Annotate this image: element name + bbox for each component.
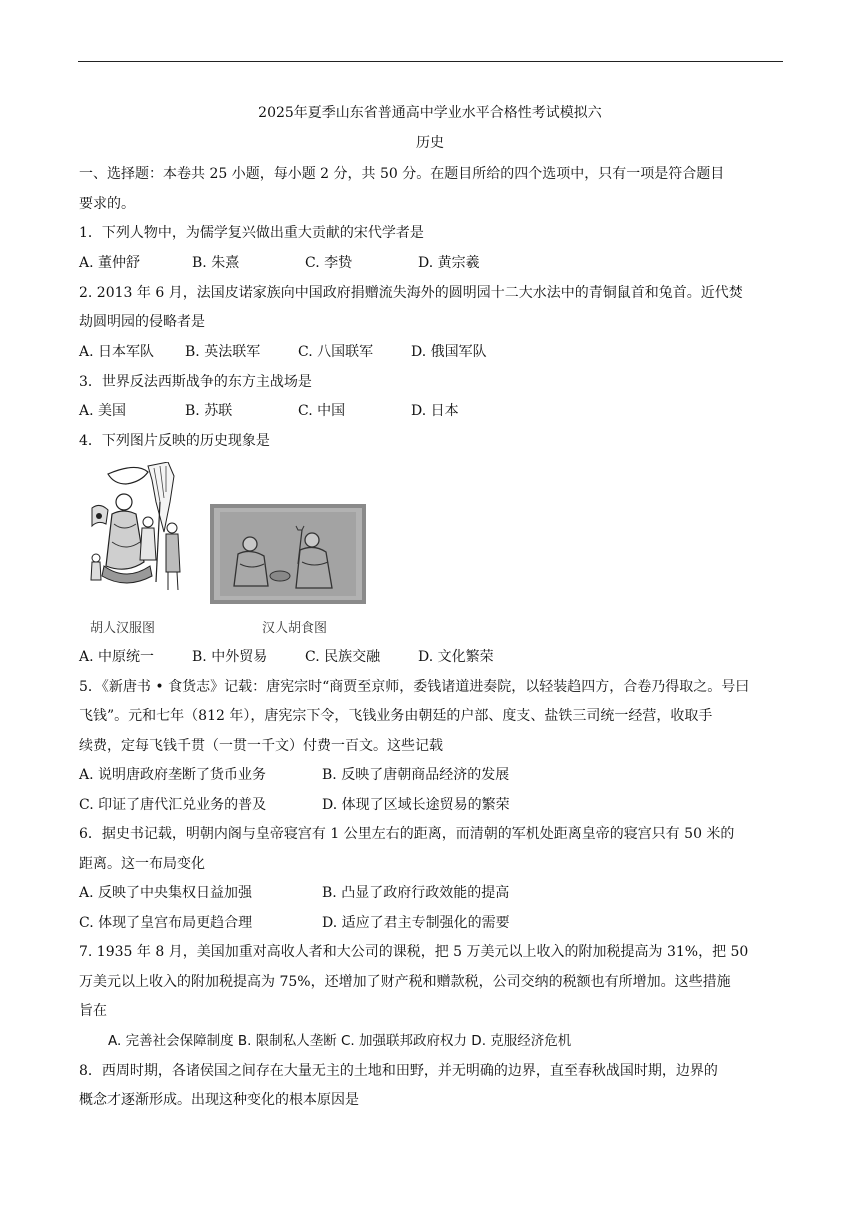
figure-caption-right: 汉人胡食图 (262, 621, 328, 636)
option-b: B. 朱熹 (192, 255, 240, 271)
question-4-options (79, 648, 494, 666)
option-b: B. 苏联 (185, 403, 233, 419)
header-rule (78, 61, 783, 62)
question-8-stem-line2: 概念才逐渐形成。出现这种变化的根本原因是 (79, 1092, 359, 1108)
question-3-stem: 3．世界反法西斯战争的东方主战场是 (79, 374, 312, 390)
question-7-stem-line2: 万美元以上收入的附加税提高为 75%，还增加了财产税和赠款税，公司交纳的税额也有所增加。这些措施 (79, 974, 731, 990)
option-c: C. 李贽 (305, 255, 353, 271)
option-b: B. 中外贸易 (192, 649, 268, 665)
question-5-options-row2 (79, 796, 510, 814)
option-b: B. 反映了唐朝商品经济的发展 (322, 767, 510, 783)
option-a: A. 说明唐政府垄断了货币业务 (79, 767, 267, 783)
option-b: B. 凸显了政府行政效能的提高 (322, 885, 510, 901)
option-c: C. 八国联军 (298, 344, 374, 360)
option-a: A. 中原统一 (79, 649, 155, 665)
question-2-stem-line2: 劫圆明园的侵略者是 (79, 314, 205, 330)
option-c: C. 中国 (298, 403, 346, 419)
han-eating-hu-food-photo (210, 504, 366, 604)
question-5-stem-line1: 5．《新唐书 • 食货志》记载：唐宪宗时“商贾至京师，委钱诸道进奏院，以轻装趋四方，合卷乃得取之。号曰 (79, 679, 750, 695)
question-7-options: A. 完善社会保障制度 B. 限制私人垄断 C. 加强联邦政府权力 D. 克服经济危机 (108, 1033, 572, 1049)
option-b: B. 英法联军 (185, 344, 261, 360)
option-a: A. 日本军队 (79, 344, 155, 360)
exam-title: 2025年夏季山东省普通高中学业水平合格性考试模拟六 (258, 105, 602, 121)
question-6-options-row2 (79, 914, 510, 932)
question-5-stem-line2: 飞钱”。元和七年（812 年），唐宪宗下令，飞钱业务由朝廷的户部、度支、盐铁三司统一经营，收取手 (79, 708, 713, 724)
question-5-stem-line3: 续费，定每飞钱千贯（一贯一千文）付费一百文。这些记载 (79, 738, 443, 754)
option-c: C. 体现了皇宫布局更趋合理 (79, 915, 253, 931)
option-d: D. 文化繁荣 (418, 649, 494, 665)
option-d: D. 适应了君主专制强化的需要 (322, 915, 510, 931)
question-5-options-row1 (79, 766, 509, 784)
question-3-options (79, 402, 459, 420)
option-a: A. 反映了中央集权日益加强 (79, 885, 253, 901)
option-a: A. 美国 (79, 403, 127, 419)
question-7-stem-line1: 7. 1935 年 8 月，美国加重对高收人者和大公司的课税，把 5 万美元以上收入的附加税提高为 31%，把 50 (79, 944, 749, 960)
question-6-stem-line1: 6．据史书记载，明朝内阁与皇帝寝宫有 1 公里左右的距离，而清朝的军机处距离皇帝的寝宫只有 50 米的 (79, 826, 735, 842)
question-2-stem-line1: 2. 2013 年 6 月，法国皮诺家族向中国政府捐赠流失海外的圆明园十二大水法中的青铜鼠首和兔首。近代焚 (79, 285, 743, 301)
question-8-stem-line1: 8．西周时期，各诸侯国之间存在大量无主的土地和田野，并无明确的边界，直至春秋战国时期，边界的 (79, 1063, 718, 1079)
option-c: C. 民族交融 (305, 649, 381, 665)
question-1-stem: 1．下列人物中，为儒学复兴做出重大贡献的宋代学者是 (79, 225, 424, 241)
option-d: D. 俄国军队 (411, 344, 487, 360)
hu-in-han-clothing-illustration (86, 462, 196, 607)
figure-caption-left: 胡人汉服图 (90, 621, 156, 636)
subject-title: 历史 (416, 135, 444, 151)
question-2-options (79, 343, 487, 361)
option-c: C. 印证了唐代汇兑业务的普及 (79, 797, 267, 813)
question-1-options (79, 254, 480, 272)
section-intro-line2: 要求的。 (79, 196, 135, 212)
question-6-options-row1 (79, 884, 509, 902)
question-6-stem-line2: 距离。这一布局变化 (79, 856, 205, 872)
question-4-figure (86, 462, 376, 637)
option-d: D. 黄宗羲 (418, 255, 480, 271)
section-intro-line1: 一、选择题：本卷共 25 小题，每小题 2 分，共 50 分。在题目所给的四个选项中，只有一项是符合题目 (79, 166, 725, 182)
option-d: D. 体现了区域长途贸易的繁荣 (322, 797, 510, 813)
question-7-stem-line3: 旨在 (79, 1003, 107, 1019)
option-d: D. 日本 (411, 403, 459, 419)
option-a: A. 董仲舒 (79, 255, 141, 271)
question-4-stem: 4．下列图片反映的历史现象是 (79, 433, 270, 449)
